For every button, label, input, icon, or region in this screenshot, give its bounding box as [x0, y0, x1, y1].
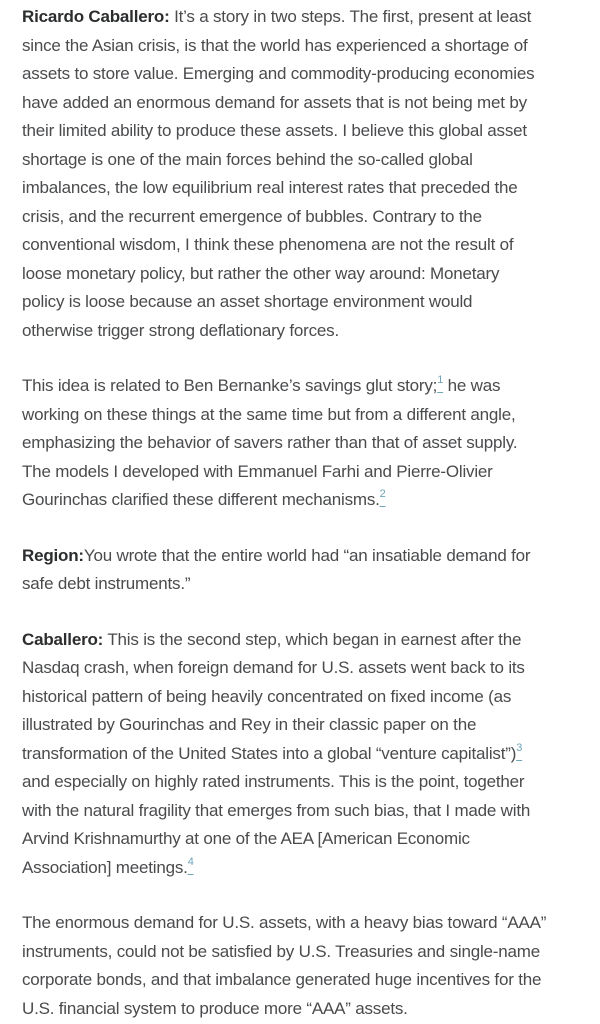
text-run: Nasdaq crash, when foreign demand for U.S. assets went back to its — [22, 658, 525, 677]
text-line — [22, 231, 580, 260]
text-line — [22, 542, 580, 571]
text-run: assets to store value. Emerging and commodity-producing economies — [22, 64, 535, 83]
text-line — [22, 458, 580, 487]
text-run: illustrated by Gourinchas and Rey in their classic paper on the — [22, 715, 477, 734]
text-run: You wrote that the entire world had “an insatiable demand for — [83, 545, 531, 565]
text-run: imbalances, the low equilibrium real interest rates that preceded the — [22, 178, 518, 197]
paragraph-3 — [22, 542, 580, 599]
text-run: It’s a story in two steps. The first, present at least — [169, 7, 532, 26]
text-line — [22, 260, 580, 289]
text-line — [22, 174, 580, 203]
text-run: This idea is related to Ben Bernanke’s savings glut story; — [22, 376, 438, 395]
text-run: The enormous demand for U.S. assets, with a heavy bias toward “AAA” — [22, 913, 547, 932]
text-line — [22, 117, 580, 146]
paragraph-5 — [22, 909, 580, 1023]
paragraph-4 — [22, 626, 580, 883]
text-run: conventional wisdom, I think these phenomena are not the result of — [22, 235, 514, 254]
text-run: U.S. financial system to produce more “AAA” assets. — [22, 998, 408, 1018]
text-line — [22, 372, 580, 401]
text-line — [22, 429, 580, 458]
text-run: emphasizing the behavior of savers rather than that of asset supply. — [22, 433, 518, 452]
text-run: historical pattern of being heavily concentrated on fixed income (as — [22, 686, 512, 706]
text-run: have added an enormous demand for assets that is not being met by — [22, 92, 527, 112]
text-line — [22, 317, 580, 346]
footnote-number: 2 — [379, 488, 386, 501]
footnote-number: 4 — [187, 855, 194, 868]
paragraph-1 — [22, 3, 580, 345]
speaker-label: Caballero: — [22, 629, 104, 649]
speaker-label: Ricardo Caballero: — [22, 7, 170, 26]
text-run: their limited ability to produce these assets. I believe this global asset — [22, 121, 527, 140]
text-run: working on these things at the same time but from a different angle, — [22, 404, 516, 424]
text-run: This is the second step, which began in earnest after the — [103, 629, 522, 649]
text-line — [22, 966, 580, 995]
text-line — [22, 626, 580, 655]
paragraph-2 — [22, 372, 580, 515]
text-run: The models I developed with Emmanuel Farhi and Pierre-Olivier — [22, 461, 493, 481]
text-run: policy is loose because an asset shortage environment would — [22, 292, 473, 311]
text-line — [22, 3, 580, 32]
text-line — [22, 995, 580, 1024]
text-run: safe debt instruments.” — [22, 574, 191, 593]
text-run: he was — [443, 376, 501, 395]
text-line — [22, 740, 580, 769]
footnote-link-2[interactable] — [380, 490, 386, 509]
text-run: Arvind Krishnamurthy at one of the AEA [American Economic — [22, 829, 470, 848]
text-line — [22, 203, 580, 232]
text-line — [22, 89, 580, 118]
text-line — [22, 60, 580, 89]
text-line — [22, 711, 580, 740]
text-run: and especially on highly rated instruments. This is the point, together — [22, 772, 525, 791]
text-line — [22, 909, 580, 938]
text-line — [22, 797, 580, 826]
text-line — [22, 654, 580, 683]
text-line — [22, 854, 580, 883]
text-run: with the natural fragility that emerges from such bias, that I made with — [22, 800, 531, 820]
footnote-number: 1 — [437, 374, 444, 387]
text-line — [22, 288, 580, 317]
footnote-link-4[interactable] — [187, 855, 194, 877]
text-run: loose monetary policy, but rather the other way around: Monetary — [22, 263, 500, 283]
text-run: otherwise trigger strong deflationary forces. — [22, 320, 339, 340]
text-run: corporate bonds, and that imbalance generated huge incentives for the — [22, 970, 542, 989]
text-line — [22, 938, 580, 967]
text-line — [22, 146, 580, 175]
text-run: transformation of the United States into a global “venture capitalist”) — [22, 743, 517, 763]
text-run: crisis, and the recurrent emergence of bubbles. Contrary to the — [22, 206, 482, 226]
footnote-number: 3 — [516, 741, 523, 754]
text-line — [22, 768, 580, 797]
text-line — [22, 486, 580, 515]
text-run: shortage is one of the main forces behind the so-called global — [22, 149, 473, 169]
text-run: Association] meetings. — [22, 857, 188, 877]
text-run: Gourinchas clarified these different mechanisms. — [22, 490, 380, 509]
text-line — [22, 683, 580, 712]
text-line — [22, 570, 580, 599]
text-line — [22, 825, 580, 854]
text-run: instruments, could not be satisfied by U.S. Treasuries and single-name — [22, 941, 540, 961]
text-line — [22, 401, 580, 430]
text-line — [22, 32, 580, 61]
footnote-link-3[interactable] — [516, 741, 523, 763]
speaker-label: Region: — [22, 545, 84, 565]
text-run: since the Asian crisis, is that the world has experienced a shortage of — [22, 35, 528, 55]
